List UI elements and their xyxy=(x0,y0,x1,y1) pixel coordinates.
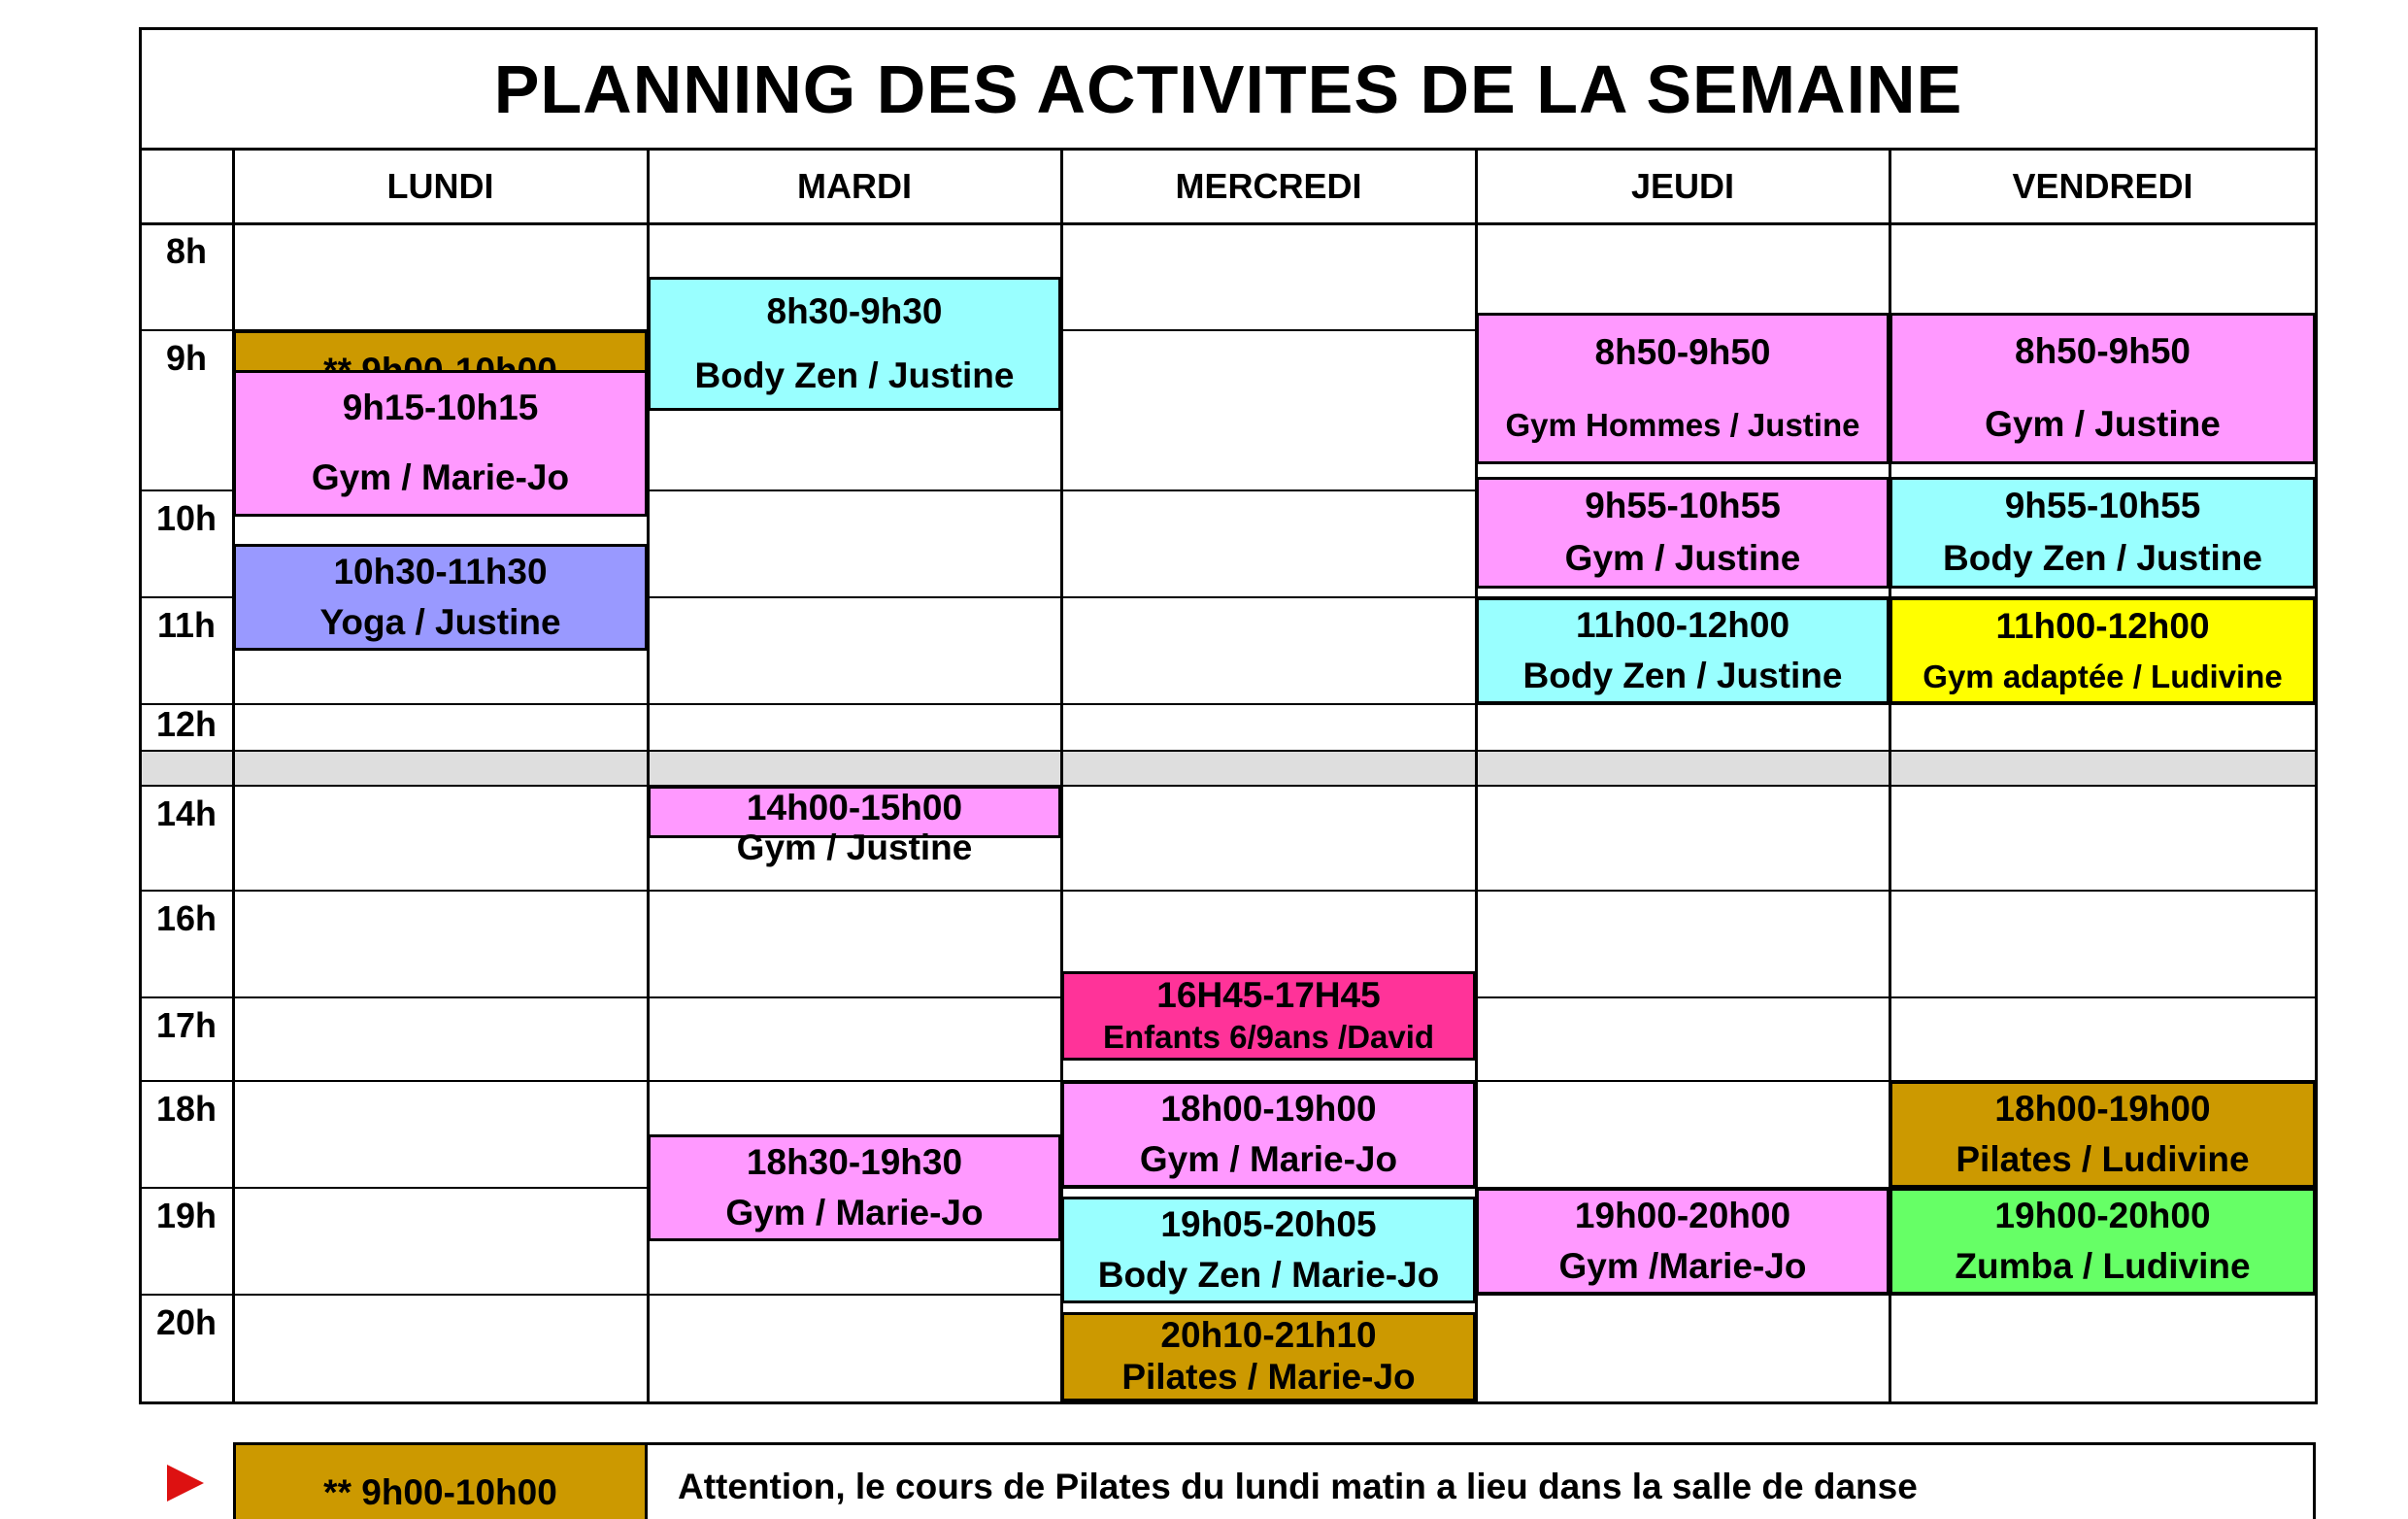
day-header-jeudi: JEUDI xyxy=(1630,165,1735,206)
activity-time: 16H45-17H45 xyxy=(1156,975,1381,1016)
hour-label: 10h xyxy=(155,498,217,538)
activity-time: 11h00-12h00 xyxy=(1995,605,2210,646)
hour-label: 17h xyxy=(155,1005,217,1045)
activity-time: 18h00-19h00 xyxy=(1160,1088,1377,1129)
activity-block xyxy=(1061,1081,1476,1188)
activity-time: 11h00-12h00 xyxy=(1575,604,1790,645)
activity-block xyxy=(1890,597,2316,704)
activity-block xyxy=(648,1134,1061,1241)
activity-label: Gym / Marie-Jo xyxy=(1139,1138,1398,1179)
activity-time: 19h05-20h05 xyxy=(1160,1203,1377,1244)
activity-label: Gym / Justine xyxy=(1564,538,1801,579)
activity-time: 14h00-15h00 xyxy=(746,788,963,827)
activity-block xyxy=(648,786,1061,867)
lunch-break-row xyxy=(141,751,2316,786)
activity-time: 19h00-20h00 xyxy=(1994,1195,2211,1235)
hour-label: 18h xyxy=(155,1089,217,1129)
activity-block xyxy=(1061,1312,1476,1401)
activity-label: Zumba / Ludivine xyxy=(1955,1245,2251,1286)
hour-divider xyxy=(139,890,2318,892)
activity-time: 19h00-20h00 xyxy=(1574,1195,1791,1235)
hour-label: 16h xyxy=(155,898,217,938)
hour-label: 8h xyxy=(165,231,207,271)
activity-block xyxy=(1061,971,1476,1061)
activity-label: Gym / Justine xyxy=(1985,404,2221,445)
activity-label: Gym / Marie-Jo xyxy=(311,457,570,498)
day-header-mercredi: MERCREDI xyxy=(1175,165,1362,206)
activity-time: 8h50-9h50 xyxy=(1594,332,1771,373)
activity-block xyxy=(1890,1188,2316,1295)
activity-block xyxy=(233,544,648,651)
hour-label: 14h xyxy=(155,793,217,833)
activity-block xyxy=(1061,1197,1476,1303)
activity-label: Gym / Justine xyxy=(736,827,973,867)
day-header-mardi: MARDI xyxy=(797,165,912,206)
activity-time: 9h15-10h15 xyxy=(342,387,539,427)
activity-label: Pilates / Ludivine xyxy=(1956,1138,2250,1179)
activity-time: 10h30-11h30 xyxy=(333,551,548,591)
activity-block xyxy=(1890,1081,2316,1188)
frame-top xyxy=(139,27,2318,30)
activity-label: Gym adaptée / Ludivine xyxy=(1923,658,2283,694)
activity-time: 18h00-19h00 xyxy=(1994,1088,2211,1129)
day-header-vendredi: VENDREDI xyxy=(2012,165,2193,206)
activity-block xyxy=(1890,313,2316,464)
activity-label: Yoga / Justine xyxy=(319,601,561,642)
hour-label: 19h xyxy=(155,1196,217,1235)
hour-label: 11h xyxy=(156,605,217,645)
activity-label: Body Zen / Justine xyxy=(1522,655,1843,695)
activity-block xyxy=(1476,313,1890,464)
hour-label: 20h xyxy=(155,1302,217,1342)
activity-time: 8h50-9h50 xyxy=(2015,331,2191,372)
activity-label: Gym Hommes / Justine xyxy=(1505,407,1860,444)
day-header-lundi: LUNDI xyxy=(386,165,494,206)
activity-label: Body Zen / Justine xyxy=(1943,538,2262,579)
activity-block xyxy=(1476,477,1890,589)
activity-label: Body Zen / Justine xyxy=(694,354,1015,395)
hour-label: 12h xyxy=(155,704,217,744)
hour-divider xyxy=(139,785,2318,787)
activity-label: Gym / Marie-Jo xyxy=(725,1192,984,1232)
activity-time: 20h10-21h10 xyxy=(1160,1315,1377,1356)
note-time-box: ** 9h00-10h00 xyxy=(233,1442,648,1519)
lunch-divider xyxy=(139,750,2318,752)
activity-block xyxy=(1476,597,1890,704)
activity-label: Gym /Marie-Jo xyxy=(1558,1245,1807,1286)
activity-label: Pilates / Marie-Jo xyxy=(1121,1357,1416,1398)
hour-label: 9h xyxy=(165,338,207,378)
activity-time: 9h55-10h55 xyxy=(1585,485,1781,525)
page-title: PLANNING DES ACTIVITES DE LA SEMAINE xyxy=(493,51,1963,127)
activity-time: 8h30-9h30 xyxy=(766,290,943,331)
activity-block xyxy=(648,277,1061,411)
activity-label: Body Zen / Marie-Jo xyxy=(1097,1254,1440,1295)
activity-block xyxy=(1476,1188,1890,1295)
note-text: Attention, le cours de Pilates du lundi matin a lieu dans la salle de danse xyxy=(678,1467,1918,1506)
frame-bottom xyxy=(139,1401,2318,1404)
red-arrow-icon xyxy=(167,1465,204,1502)
activity-label: Enfants 6/9ans /David xyxy=(1102,1019,1435,1056)
activity-time: 9h55-10h55 xyxy=(2004,485,2201,525)
activity-block xyxy=(1890,477,2316,589)
activity-time: 18h30-19h30 xyxy=(746,1141,963,1182)
activity-block xyxy=(233,370,648,517)
